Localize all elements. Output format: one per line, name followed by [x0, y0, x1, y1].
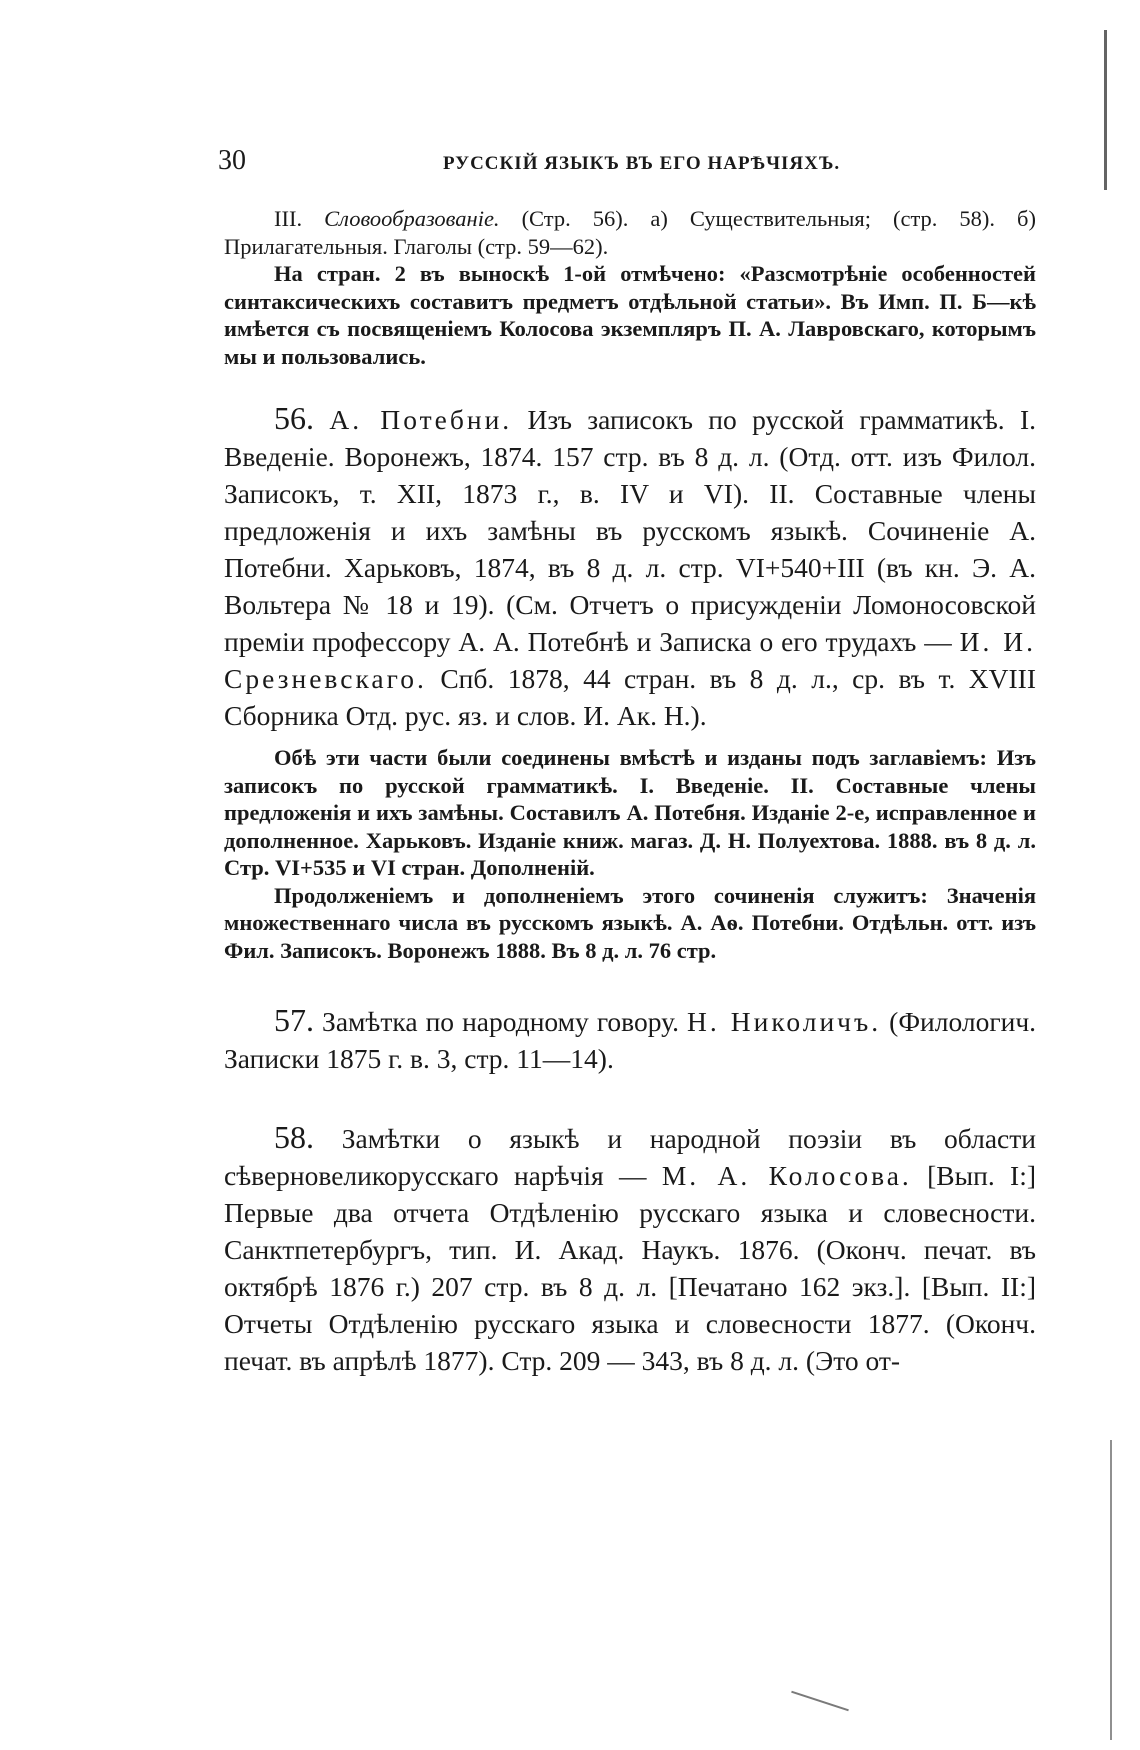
entry-56-author: А. Потебни.: [329, 404, 513, 435]
running-title: РУССКІЙ ЯЗЫКЪ ВЪ ЕГО НАРѢЧІЯХЪ.: [443, 153, 841, 174]
entry-56-note-1: Обѣ эти части были соединены вмѣстѣ и изданы подъ заглавіемъ: Изъ записокъ по русской грамматикѣ. I. Введеніе. II. Составные члены предложенія и ихъ замѣны. Составилъ А. Потебня. Изданіе 2-е, исправленное и дополненное. Харьковъ. Изданіе книж. магаз. Д. Н. Полуехтова. 1888. въ 8 д. л. Стр. VI+535 и VI стран. Дополненій.: [224, 745, 1036, 880]
entry-57-text: Замѣтка по народному говору.: [322, 1006, 679, 1037]
entry-57: [224, 1002, 1036, 1077]
entry-58-number: 58.: [274, 1119, 314, 1155]
intro-italic-heading: Словообразованіе.: [324, 206, 500, 231]
intro-contents-line: [224, 205, 1036, 260]
entry-56-note-2: Продолженіемъ и дополненіемъ этого сочиненія служитъ: Значенія множественнаго числа въ русскомъ языкѣ. А. Аѳ. Потебни. Отдѣльн. отт. изъ Фил. Записокъ. Воронежъ 1888. Въ 8 д. л. 76 стр.: [224, 882, 1036, 963]
entry-56-number: 56.: [274, 400, 314, 436]
intro-prefix: III.: [274, 206, 303, 231]
entry-58: [224, 1119, 1036, 1379]
intro-note: На стран. 2 въ выноскѣ 1-ой отмѣчено: «Разсмотрѣніе особенностей синтаксическихъ составитъ предметъ отдѣльной статьи». Въ Имп. П. Б—кѣ имѣется съ посвященіемъ Колосова экземпляръ П. А. Лавровскаго, которымъ мы и пользовались.: [224, 261, 1036, 369]
page-number: 30: [218, 145, 246, 176]
scan-mark-right-edge: [1110, 1440, 1112, 1740]
entry-58-text-end: [Вып. I:] Первые два отчета Отдѣленію русскаго языка и словесности. Санктпетербургъ, тип. И. Акад. Наукъ. 1876. (Оконч. печат. въ октябрѣ 1876 г.) 207 стр. въ 8 д. л. [Печатано 162 экз.]. [Вып. II:] Отчеты Отдѣленію русскаго языка и словесности 1877. (Оконч. печат. въ апрѣлѣ 1877). Стр. 209 — 343, въ 8 д. л. (Это от-: [224, 1160, 1036, 1376]
entry-56-text-end: Спб. 1878, 44 стран. въ 8 д. л., ср. въ т. XVIII Сборника Отд. рус. яз. и слов. И. Ак. Н.).: [224, 663, 1036, 731]
entry-58-text: Замѣтки о языкѣ и народной поэзіи въ области сѣверновеликорусскаго нарѣчія —: [224, 1123, 1036, 1191]
scan-mark-bottom: [791, 1691, 849, 1711]
entry-56-text: Изъ записокъ по русской грамматикѣ. I. Введеніе. Воронежъ, 1874. 157 стр. въ 8 д. л. (Отд. отт. изъ Филол. Записокъ, т. XII, 1873 г., в. IV и VI). II. Составные члены предложенія и ихъ замѣны въ русскомъ языкѣ. Сочиненіе А. Потебни. Харьковъ, 1874, въ 8 д. л. стр. VI+540+III (въ кн. Э. А. Вольтера № 18 и 19). (См. Отчетъ о присужденіи Ломоносовской преміи профессору А. А. Потебнѣ и Записка о его трудахъ —: [224, 404, 1036, 657]
scan-mark-top-right: [1104, 30, 1107, 190]
entry-57-author: Н. Николичъ.: [687, 1006, 882, 1037]
entry-56: [224, 400, 1036, 734]
intro-rest: (Стр. 56). а) Существительныя; (стр. 58). б) Прилагательныя. Глаголы (стр. 59—62).: [224, 206, 1036, 259]
entry-56-reviewer: И. И. Срезневскаго.: [224, 626, 1036, 694]
page-body: [224, 205, 1036, 1379]
entry-58-author: М. А. Колосова.: [661, 1160, 912, 1191]
page-header: [218, 145, 1030, 187]
entry-57-number: 57.: [274, 1002, 314, 1038]
entry-57-text-end: (Филологич. Записки 1875 г. в. 3, стр. 11—14).: [224, 1006, 1037, 1074]
